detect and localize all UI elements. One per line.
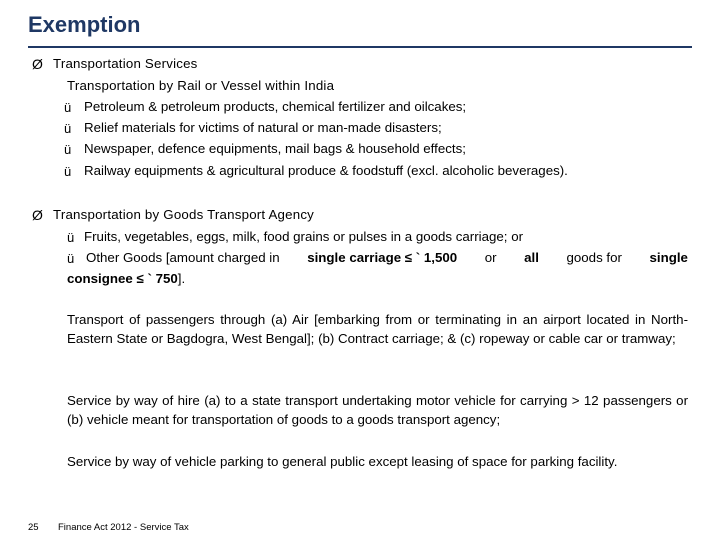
list-item: Relief materials for victims of natural or man-made disasters; — [84, 120, 442, 135]
list-item: Petroleum & petroleum products, chemical fertilizer and oilcakes; — [84, 99, 467, 114]
single-carriage-limit: single carriage ≤ ` 1,500 — [307, 250, 458, 265]
checkmark-icon: ü — [67, 230, 75, 245]
page-number: 25 — [28, 522, 39, 533]
section-heading-goods-transport-agency: Transportation by Goods Transport Agency — [53, 207, 315, 222]
footer-text: Finance Act 2012 - Service Tax — [58, 522, 189, 533]
other-goods-all: all — [524, 250, 539, 265]
other-goods-prefix: Other Goods [amount charged in — [86, 250, 280, 265]
list-item: Fruits, vegetables, eggs, milk, food grains or pulses in a goods carriage; or — [84, 229, 524, 244]
slide-title: Exemption — [28, 12, 141, 37]
checkmark-icon: ü — [64, 164, 72, 179]
checkmark-icon: ü — [64, 121, 72, 136]
section-heading-transportation-services: Transportation Services — [53, 56, 198, 71]
list-item-other-goods-cont — [67, 268, 185, 289]
checkmark-icon: ü — [64, 100, 72, 115]
list-item: Newspaper, defence equipments, mail bags & household effects; — [84, 141, 466, 156]
paragraph-vehicle-parking: Service by way of vehicle parking to general public except leasing of space for parking facility. — [67, 454, 618, 469]
other-goods-end: ]. — [177, 271, 186, 286]
list-item-other-goods — [86, 247, 688, 268]
paragraph-passenger-transport: Transport of passengers through (a) Air [embarking from or terminating in an airport located in North-Eastern State or Bagdogra, West Bengal]; (b) Contract carriage; & (c) ropeway or cable car or tramway; — [67, 312, 688, 346]
arrow-bullet-icon: Ø — [32, 56, 43, 72]
other-goods-single: single — [649, 250, 688, 265]
other-goods-for: goods for — [566, 250, 622, 265]
list-item: Railway equipments & agricultural produce & foodstuff (excl. alcoholic beverages). — [84, 163, 568, 178]
checkmark-icon: ü — [64, 142, 72, 157]
single-consignee-limit: consignee ≤ ` 750 — [67, 271, 178, 286]
paragraph-hire-service: Service by way of hire (a) to a state transport undertaking motor vehicle for carrying > 12 passengers or (b) vehicle meant for transportation of goods to a goods transport agency; — [67, 393, 688, 427]
arrow-bullet-icon: Ø — [32, 207, 43, 223]
checkmark-icon: ü — [67, 251, 75, 266]
other-goods-or: or — [484, 250, 497, 265]
subheading-rail-vessel: Transportation by Rail or Vessel within India — [67, 78, 335, 93]
